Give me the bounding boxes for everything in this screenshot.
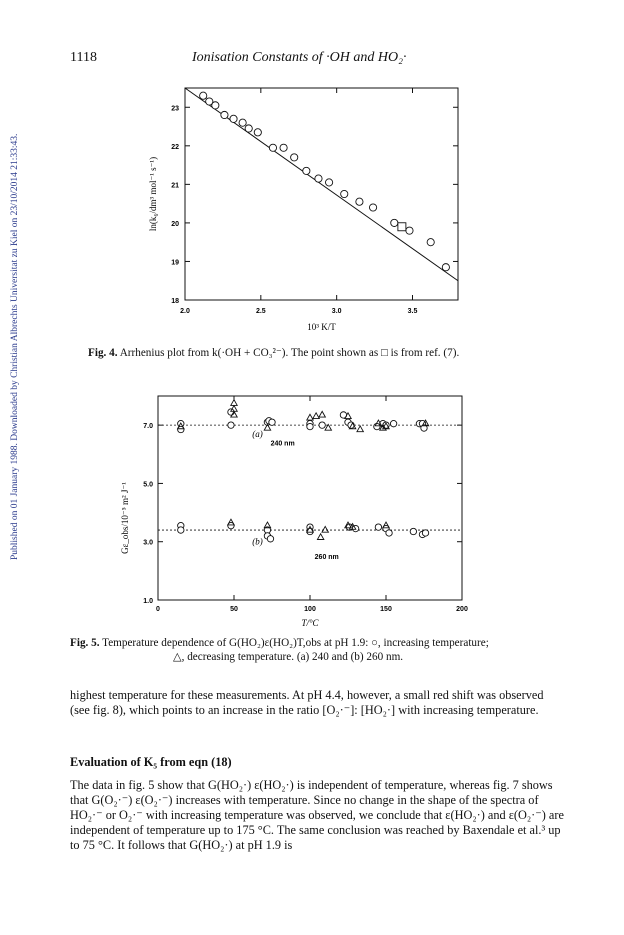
fig4-data-point — [239, 119, 246, 126]
fig4-data-point — [269, 144, 276, 151]
fig4-data-point — [391, 219, 398, 226]
fig5-decreasing-point — [319, 411, 325, 417]
fig5-x-tick-label: 200 — [456, 606, 468, 613]
fig5-label-a: (a) — [252, 428, 263, 439]
fig5-x-tick-label: 50 — [230, 606, 238, 613]
fig5-increasing-point — [422, 530, 428, 536]
fig5-increasing-point — [410, 528, 416, 534]
figure-4-caption — [88, 346, 558, 360]
fig4-y-tick-label: 21 — [171, 182, 179, 190]
fig4-y-tick-label: 20 — [171, 220, 179, 228]
fig5-label-260nm: 260 nm — [314, 554, 339, 562]
fig4-caption-text: Arrhenius plot from k(·OH + CO₃²⁻). The point shown as □ is from ref. (7). — [119, 347, 460, 359]
fig4-caption-label: Fig. 4. — [88, 347, 118, 359]
fig5-increasing-point — [386, 530, 392, 536]
fig4-data-point — [212, 102, 219, 109]
fig5-increasing-point — [390, 420, 396, 426]
fig5-increasing-point — [178, 527, 184, 533]
fig5-caption-line2: △, decreasing temperature. (a) 240 and (b) 260 nm. — [173, 651, 404, 663]
fig5-caption-label: Fig. 5. — [70, 637, 100, 649]
fig5-y-tick-label: 7.0 — [143, 423, 153, 431]
running-title: Ionisation Constants of ·OH and HO₂· — [192, 50, 407, 65]
fig5-y-tick-label: 5.0 — [143, 481, 153, 489]
fig4-data-point — [356, 198, 363, 205]
fig4-data-point — [325, 179, 332, 186]
fig4-data-point — [291, 154, 298, 161]
fig5-increasing-point — [375, 524, 381, 530]
fig5-increasing-point — [374, 423, 380, 429]
fig4-data-point — [230, 115, 237, 122]
fig4-data-point — [315, 175, 322, 182]
fig4-data-point — [369, 204, 376, 211]
fig4-data-point — [221, 111, 228, 118]
figure-5-chart — [110, 388, 490, 628]
fig5-decreasing-point — [313, 413, 319, 419]
fig5-y-label: Gε_obs/10⁻⁵ m² J⁻¹ — [120, 482, 130, 554]
fig5-caption-line1: Temperature dependence of G(HO₂)ε(HO₂)T,obs at pH 1.9: ○, increasing temperature; — [102, 637, 489, 649]
section-heading: Evaluation of K₅ from eqn (18) — [70, 755, 232, 769]
fig4-data-point — [200, 92, 207, 99]
fig4-y-label: ln(k₆/dm³ mol⁻¹ s⁻¹) — [148, 156, 158, 232]
fig4-y-tick-label: 22 — [171, 143, 179, 151]
fig5-increasing-point — [269, 419, 275, 425]
fig4-data-point — [245, 125, 252, 132]
fig4-y-tick-label: 19 — [171, 259, 179, 267]
fig4-plot-frame — [185, 88, 458, 300]
fig4-data-point — [427, 239, 434, 246]
fig5-increasing-point — [307, 423, 313, 429]
page-number: 1118 — [70, 50, 97, 65]
figure-4-chart — [140, 78, 490, 340]
fig5-x-label: T/°C — [301, 618, 319, 628]
fig5-increasing-point — [319, 422, 325, 428]
fig5-x-tick-label: 150 — [380, 606, 392, 613]
fig5-decreasing-point — [307, 414, 313, 420]
fig4-data-point — [442, 264, 449, 271]
fig4-data-point — [341, 190, 348, 197]
fig5-y-tick-label: 3.0 — [143, 539, 153, 547]
fig5-decreasing-point — [317, 534, 323, 540]
fig4-x-tick-label: 2.0 — [180, 308, 190, 315]
fig5-y-tick-label: 1.0 — [143, 598, 153, 605]
fig5-x-tick-label: 0 — [156, 606, 160, 613]
fig4-x-label: 10³ K/T — [307, 322, 336, 332]
fig5-increasing-point — [307, 528, 313, 534]
fig4-data-point — [280, 144, 287, 151]
fig5-label-240nm: 240 nm — [270, 440, 295, 448]
fig5-increasing-point — [267, 536, 273, 542]
fig4-data-point — [303, 167, 310, 174]
fig4-y-tick-label: 18 — [171, 298, 179, 305]
fig4-data-point — [406, 227, 413, 234]
fig4-x-tick-label: 3.5 — [407, 308, 418, 315]
fig5-decreasing-point — [231, 400, 237, 406]
fig4-x-tick-label: 2.5 — [255, 308, 266, 315]
fig5-decreasing-point — [357, 426, 363, 432]
fig5-x-tick-label: 100 — [304, 606, 316, 613]
body-paragraph-2: The data in fig. 5 show that G(HO₂·) ε(HO₂·) is independent of temperature, whereas fig. 7 shows that G(O₂·⁻) ε(O₂·⁻) increases with temperature. Since no change in the shape of the spectra of HO₂·⁻ or O₂·⁻ with increasing temperature was observed, we conclude that ε(HO₂·) and ε(O₂·⁻) are independent of temperature up to 175 °C. The same conclusion was reached by Baxendale et al.³ up to 75 °C. It follows that G(HO₂·) at pH 1.9 is — [70, 778, 564, 852]
fig4-y-tick-label: 23 — [171, 105, 179, 113]
figure-5-caption — [70, 636, 570, 664]
body-paragraph-1: highest temperature for these measurements. At pH 4.4, however, a small red shift was observed (see fig. 8), which points to an increase in the ratio [O₂·⁻]: [HO₂·] with increasing temperature. — [70, 688, 544, 717]
fig4-x-tick-label: 3.0 — [331, 308, 342, 315]
fig5-label-b: (b) — [252, 536, 263, 547]
fig5-decreasing-point — [264, 424, 270, 430]
fig4-reference-point — [398, 223, 406, 231]
fig5-increasing-point — [228, 422, 234, 428]
download-watermark: Published on 01 January 1988. Downloaded by Christian Albrechts Universitat zu Kiel on 23/10/2014 21:33:43. — [10, 133, 20, 560]
fig5-decreasing-point — [322, 526, 328, 532]
fig4-data-point — [254, 129, 261, 136]
